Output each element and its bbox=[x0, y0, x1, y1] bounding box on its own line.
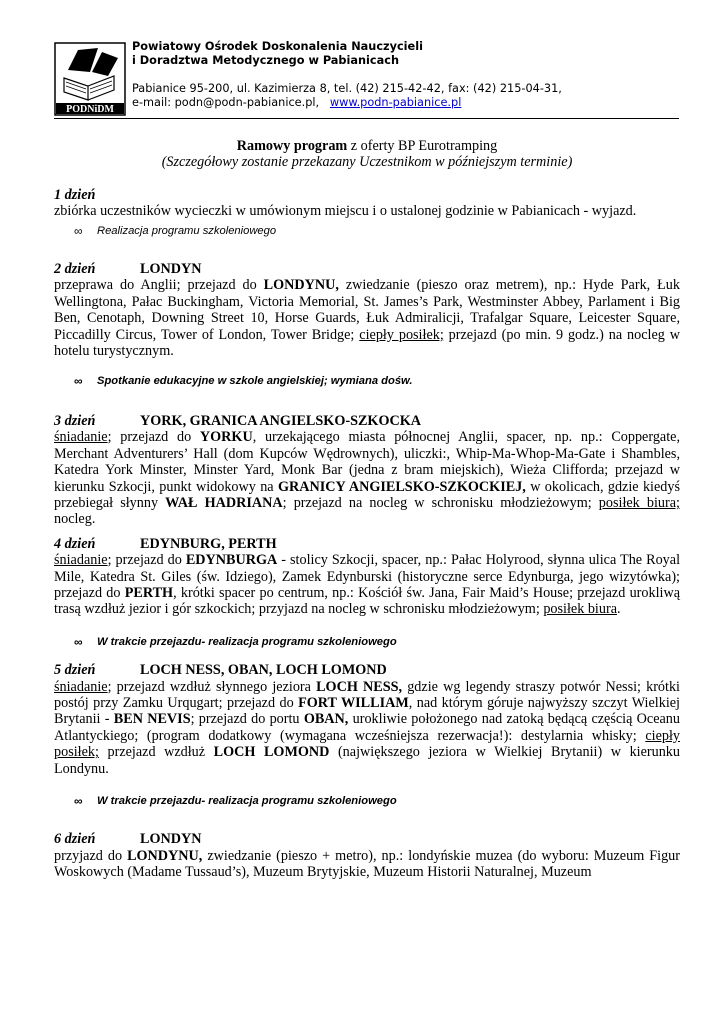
infinity-bullet-icon: ∞ bbox=[74, 794, 83, 808]
day-2-text: przeprawa do Anglii; przejazd do LONDYNU, zwiedzanie (pieszo oraz metrem), np.: Hyde Park, Łuk Wellingtona, Pałac Buckingham, Victoria Memorial, St. James’s Park, Westminster Abbey, Parlament i Big Ben, Cenotaph, Downing Street 10, Horse Guards, Łuk Admiralicji, Trafalgar Square, Leicester Square, Piccadilly Circus, Tower of London, Tower Bridge; ciepły posiłek; przejazd (po min. 9 godz.) na nocleg w hotelu turystycznym. bbox=[54, 277, 680, 360]
day-2-note: ∞ Spotkanie edukacyjne w szkole angielskiej; wymiana dośw. bbox=[74, 374, 413, 389]
day-2-heading: 2 dzień LONDYN bbox=[54, 261, 202, 278]
website-link[interactable]: www.podn-pabianice.pl bbox=[329, 96, 462, 109]
organization-info bbox=[132, 40, 562, 110]
day-1-note: ∞ Realizacja programu szkoleniowego bbox=[74, 223, 277, 238]
program-document bbox=[54, 138, 680, 881]
day-5-note: ∞ W trakcie przejazdu- realizacja programu szkoleniowego bbox=[74, 794, 397, 808]
day-1-heading: 1 dzień bbox=[54, 186, 96, 203]
day-3-heading: 3 dzień YORK, GRANICA ANGIELSKO-SZKOCKA bbox=[54, 412, 422, 429]
day-5-heading: 5 dzień LOCH NESS, OBAN, LOCH LOMOND bbox=[54, 662, 387, 679]
letterhead bbox=[54, 40, 678, 118]
day-1-text: zbiórka uczestników wycieczki w umówionym miejscu i o ustalonej godzinie w Pabianicach - wyjazd. bbox=[54, 203, 637, 220]
day-4-note: ∞ W trakcie przejazdu- realizacja programu szkoleniowego bbox=[74, 634, 397, 649]
org-name-line1: Powiatowy Ośrodek Doskonalenia Nauczycieli bbox=[132, 40, 423, 53]
day-6-text: przyjazd do LONDYNU, zwiedzanie (pieszo + metro), np.: londyńskie muzea (do wyboru: Muzeum Figur Woskowych (Madame Tussaud’s), Muzeum Brytyjskie, Muzeum Historii Naturalnej, Muzeum bbox=[54, 847, 680, 881]
infinity-bullet-icon: ∞ bbox=[74, 223, 83, 238]
contact-line bbox=[132, 96, 562, 110]
day-4-heading: 4 dzień EDYNBURG, PERTH bbox=[54, 535, 277, 552]
header-rule bbox=[54, 118, 679, 119]
infinity-bullet-icon: ∞ bbox=[74, 634, 83, 649]
org-email: e-mail: podn@podn-pabianice.pl, bbox=[132, 96, 320, 109]
org-address: Pabianice 95-200, ul. Kazimierza 8, tel. (42) 215-42-42, fax: (42) 215-04-31, bbox=[132, 82, 562, 95]
org-name-line2: i Doradztwa Metodycznego w Pabianicach bbox=[132, 54, 399, 67]
day-3-text: śniadanie; przejazd do YORKU, urzekającego miasta północnej Anglii, spacer, np. np.: Coppergate, Merchant Adventurers’ Hall (dom Kupców Wędrownych), uliczki:, Whip-Ma-Whop-Ma-Gate i Shambles, Katedra York Minster, Minster Yard, Monk Bar (jedna z bram miejskich), Wieża Clifforda; przejazd w kierunku Szkocji, punkt widokowy na GRANICY ANGIELSKO-SZKOCKIEJ, w okolicach, gdzie kiedyś przebiegał słynny WAŁ HADRIANA; przejazd na nocleg w schronisku młodzieżowym; posiłek biura; nocleg. bbox=[54, 429, 681, 528]
logo-text: PODNiDM bbox=[66, 104, 114, 115]
infinity-bullet-icon: ∞ bbox=[74, 374, 83, 389]
document-title: Ramowy program z oferty BP Eurotramping bbox=[236, 138, 498, 154]
day-6-heading: 6 dzień LONDYN bbox=[54, 831, 202, 848]
day-5-text: śniadanie; przejazd wzdłuż słynnego jeziora LOCH NESS, gdzie wg legendy straszy potwór Nessi; krótki postój przy Zamku Urqugart; przejazd do FORT WILLIAM, nad którym góruje najwyższy szczyt Wielkiej Brytanii - BEN NEVIS; przejazd do portu OBAN, urokliwie położonego nad zatoką będącą częścią Oceanu Atlantyckiego; (program dodatkowy (wymagana wcześniejsza rezerwacja!): destylarnia whisky; ciepły posiłek; przejazd wzdłuż LOCH LOMOND (największego jeziora w Wielkiej Brytanii) w kierunku Londynu. bbox=[54, 678, 681, 777]
day-4-text: śniadanie; przejazd do EDYNBURGA - stolicy Szkocji, spacer, np.: Pałac Holyrood, słynna ulica The Royal Mile, Katedra St. Giles (św. Idziego), Zamek Edynburski (historyczne serce Edynburga, jego wizytówka); przejazd do PERTH, krótki spacer po centrum, np.: Kościół św. Jana, Fair Maid’s House; przejazd urokliwą trasą wzdłuż jezior i gór szkockich; przyjazd na nocleg w schronisku młodzieżowym; posiłek biura. bbox=[54, 552, 681, 618]
book-logo bbox=[54, 42, 126, 116]
document-subtitle: (Szczegółowy zostanie przekazany Uczestnikom w późniejszym terminie) bbox=[161, 154, 573, 171]
